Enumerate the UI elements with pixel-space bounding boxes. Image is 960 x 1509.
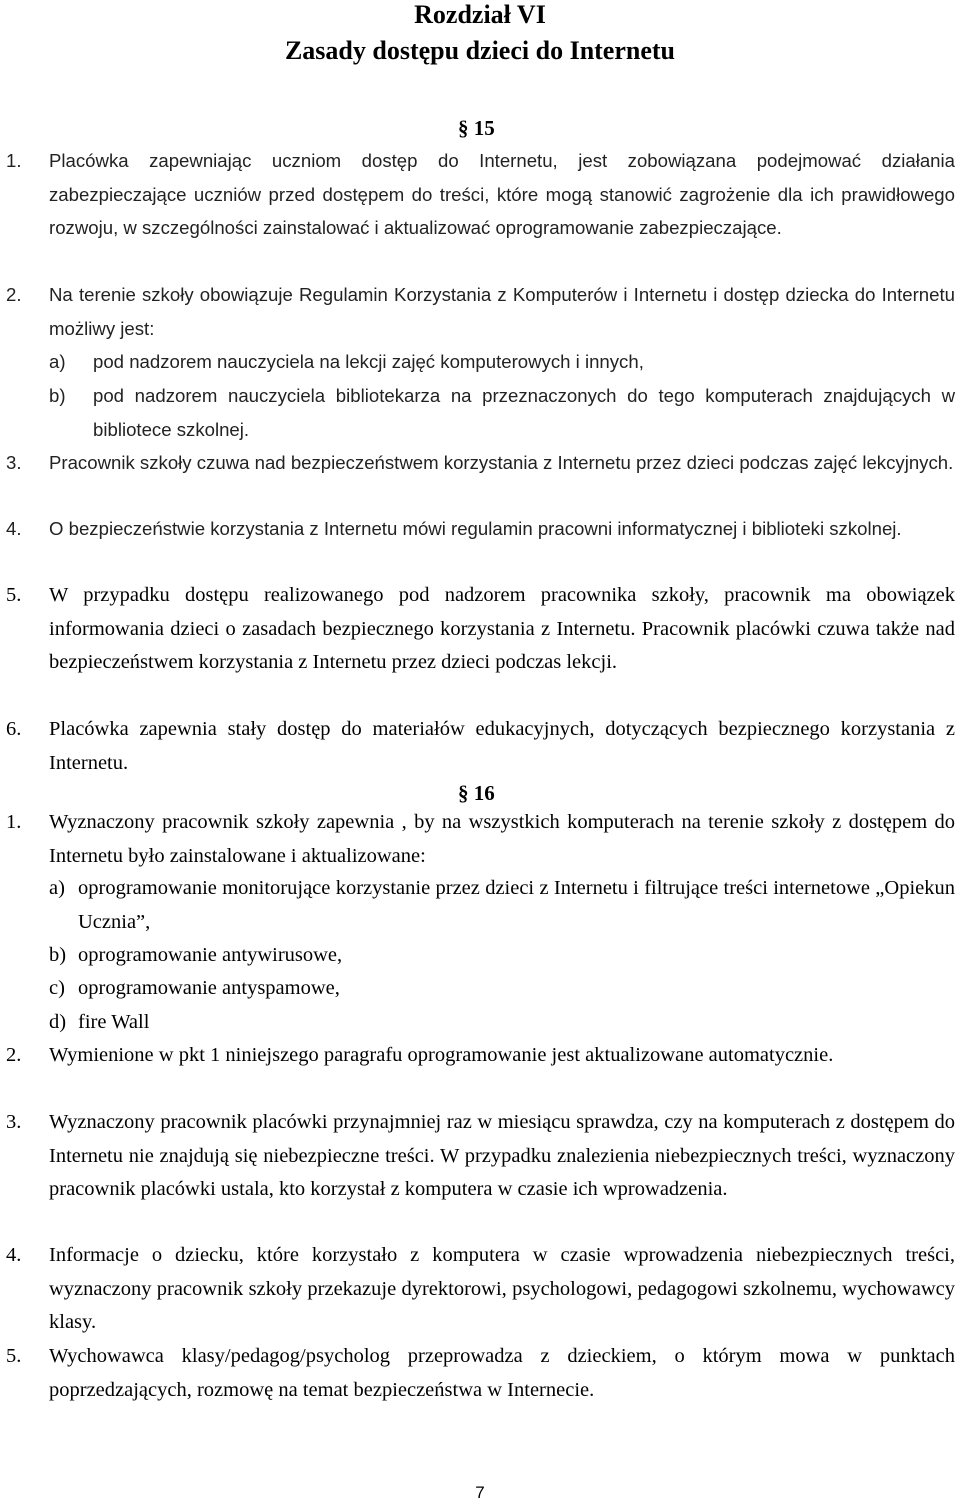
item-text: Na terenie szkoły obowiązuje Regulamin Korzystania z Komputerów i Internetu i dostęp dziecka do Internetu możliwy jest: (49, 284, 955, 339)
item-number: 5. (6, 1345, 22, 1367)
item-number: 2. (6, 1044, 22, 1066)
subitem-text: pod nadzorem nauczyciela bibliotekarza na przeznaczonych do tego komputerach znajdujących w bibliotece szkolnej. (93, 385, 955, 440)
section-16-symbol: § 16 (458, 781, 495, 805)
item-number: 2. (6, 284, 22, 305)
item-number: 3. (6, 1111, 22, 1133)
subitem-label: a) (49, 351, 66, 372)
page-number: 7 (475, 1483, 485, 1502)
subitem-label: c) (49, 977, 65, 999)
subitem-text: fire Wall (78, 1011, 150, 1033)
item-text: Wyznaczony pracownik placówki przynajmniej raz w miesiącu sprawdza, czy na komputerach z dostępem do Internetu nie znajdują się niebezpieczne treści. W przypadku znalezienia niebezpiecznych treści, wyznaczony pracownik placówki ustala, kto korzystał z komputera w czasie ich wprowadzenia. (49, 1111, 955, 1200)
subitem-label: b) (49, 385, 66, 406)
item-text: Informacje o dziecku, które korzystało z komputera w czasie wprowadzenia niebezpiecznych treści, wyznaczony pracownik szkoły przekazuje dyrektorowi, psychologowi, pedagogowi szkolnemu, wychowawcy klasy. (49, 1244, 955, 1333)
subitem-label: d) (49, 1011, 67, 1033)
item-text: Placówka zapewniając uczniom dostęp do Internetu, jest zobowiązana podejmować działania zabezpieczające uczniów przed dostępem do treści, które mogą stanowić zagrożenie dla ich prawidłowego rozwoju, w szczególności zainstalować i aktualizować oprogramowanie zabezpieczające. (49, 150, 955, 238)
subitem-text: oprogramowanie antywirusowe, (78, 944, 343, 966)
subitem-text: oprogramowanie antyspamowe, (78, 977, 340, 999)
item-number: 4. (6, 1244, 22, 1266)
item-text: Wymienione w pkt 1 niniejszego paragrafu oprogramowanie jest aktualizowane automatycznie. (49, 1044, 834, 1066)
subitem-text: oprogramowanie monitorujące korzystanie przez dzieci z Internetu i filtrujące treści internetowe „Opiekun Ucznia”, (78, 877, 955, 933)
chapter-heading: Rozdział VI (414, 0, 546, 29)
chapter-subheading: Zasady dostępu dzieci do Internetu (284, 36, 676, 65)
item-number: 6. (6, 718, 22, 740)
item-text: W przypadku dostępu realizowanego pod nadzorem pracownika szkoły, pracownik ma obowiązek informowania dzieci o zasadach bezpiecznego korzystania z Internetu. Pracownik placówki czuwa także nad bezpieczeństwem korzystania z Internetu przez dzieci podczas lekcji. (49, 584, 955, 673)
item-number: 5. (6, 584, 22, 606)
subitem-text: pod nadzorem nauczyciela na lekcji zajęć komputerowych i innych, (93, 351, 644, 372)
item-number: 3. (6, 452, 22, 473)
section-15-symbol: § 15 (458, 116, 495, 140)
item-number: 4. (6, 518, 22, 539)
item-text: Wychowawca klasy/pedagog/psycholog przeprowadza z dzieckiem, o którym mowa w punktach poprzedzających, rozmowę na temat bezpieczeństwa w Internecie. (49, 1345, 955, 1401)
item-text: Wyznaczony pracownik szkoły zapewnia , by na wszystkich komputerach na terenie szkoły z dostępem do Internetu było zainstalowane i aktualizowane: (49, 811, 955, 867)
item-number: 1. (6, 811, 22, 833)
subitem-label: b) (49, 944, 67, 966)
item-text: Pracownik szkoły czuwa nad bezpieczeństwem korzystania z Internetu przez dzieci podczas zajęć lekcyjnych. (49, 452, 954, 473)
item-number: 1. (6, 150, 22, 171)
item-text: Placówka zapewnia stały dostęp do materiałów edukacyjnych, dotyczących bezpiecznego korzystania z Internetu. (49, 718, 955, 774)
subitem-label: a) (49, 877, 65, 899)
item-text: O bezpieczeństwie korzystania z Internetu mówi regulamin pracowni informatycznej i biblioteki szkolnej. (49, 518, 902, 539)
